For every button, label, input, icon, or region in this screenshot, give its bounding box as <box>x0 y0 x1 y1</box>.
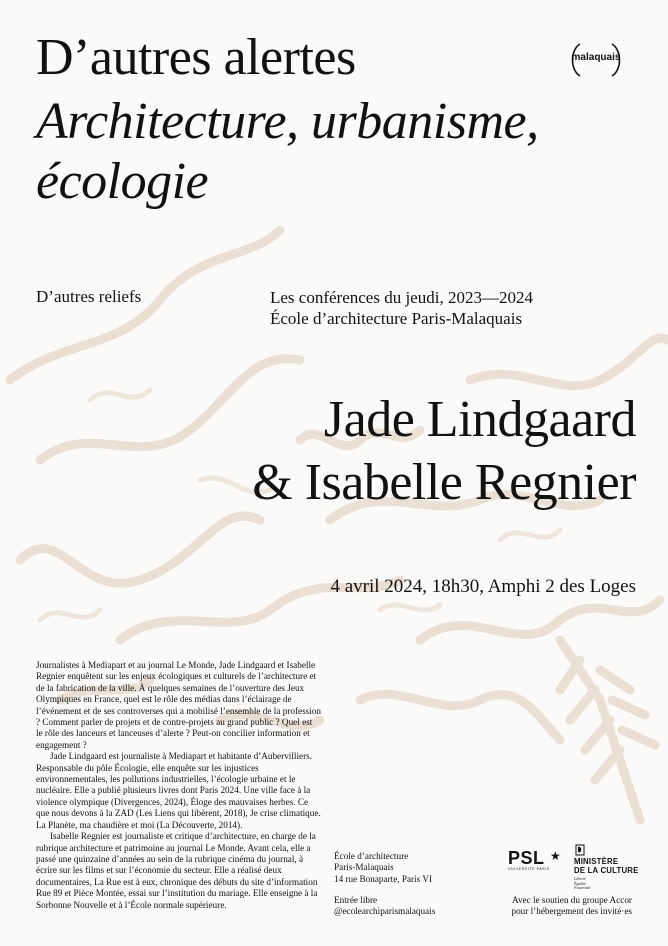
conference-school-line: École d’architecture Paris-Malaquais <box>270 309 523 328</box>
ministry-title-line2: DE LA CULTURE <box>574 865 639 875</box>
malaquais-logo-text: malaquais <box>571 52 621 63</box>
social-handle[interactable]: @ecolearchiparismalaquais <box>334 906 436 917</box>
school-campus: Paris-Malaquais <box>334 862 394 873</box>
bio-paragraph-lindgaard: Jade Lindgaard est journaliste à Mediapart et habitante d’Aubervilliers. Responsable du pôle Écologie, elle enquête sur les injustices environnementales, les pollutions industrielles, l’écologie urbaine et le nucléaire. Elle a publié plusieurs livres dont Paris 2024. Une ville face à la violence olympique (Divergences, 2024), Éloge des mauvaises herbes. Ce que nous devons à la ZAD (Les Liens qui libèrent, 2018), Je crise climatique. La Planète, ma chaudière et moi (La Découverte, 2014). <box>36 751 321 830</box>
marianne-icon <box>574 844 586 856</box>
ministry-motto <box>574 877 644 891</box>
ministry-logo <box>574 844 644 891</box>
psl-logo <box>508 848 572 878</box>
poster-subtitle: Architecture, urbanisme, écologie <box>36 93 539 210</box>
school-street: 14 rue Bonaparte, Paris VI <box>334 873 433 884</box>
speakers <box>0 388 636 514</box>
series-label: D’autres reliefs <box>36 287 142 306</box>
motto-egalite: Égalité <box>574 880 586 886</box>
speaker-1: Jade Lindgaard <box>323 391 636 448</box>
speaker-2: & Isabelle Regnier <box>252 454 636 511</box>
sponsor-note <box>0 895 632 918</box>
conference-info <box>270 287 533 329</box>
motto-fraternite: Fraternité <box>574 885 591 891</box>
psl-logo-subtext: UNIVERSITÉ PARIS <box>508 867 550 871</box>
school-name: École d’architecture <box>334 851 409 861</box>
bio-text <box>36 660 321 911</box>
event-date-location: 4 avril 2024, 18h30, Amphi 2 des Loges <box>330 576 636 597</box>
sponsor-line1: Avec le soutien du groupe Accor <box>512 895 632 905</box>
sponsor-line2: pour l’hébergement des invité·es <box>511 906 632 917</box>
malaquais-logo <box>566 40 626 80</box>
entry-free: Entrée libre <box>334 895 378 905</box>
conference-series-line: Les conférences du jeudi, 2023—2024 <box>270 288 533 307</box>
psl-logo-text: PSL <box>508 848 545 868</box>
star-icon: ★ <box>550 849 561 863</box>
motto-liberte: Liberté <box>574 876 586 881</box>
ministry-title-line1: MINISTÈRE <box>574 857 619 866</box>
school-address <box>334 851 432 885</box>
poster-title: D’autres alertes <box>36 29 356 86</box>
bio-paragraph-intro: Journalistes à Mediapart et au journal Le Monde, Jade Lindgaard et Isabelle Regnier enquêtent sur les enjeux écologiques et culturels de l’architecture et de la fabrication de la ville. À quelques semaines de l’ouverture des Jeux Olympiques en France, quel est le rôle des médias dans l’éclairage de l’événement et de ses controverses qui a mobilisé l’ensemble de la profession ? Comment parler de projets et de contre-projets au grand public ? Quel est le rôle des lanceurs et lanceuses d’alerte ? Peut-on concilier information et engagement ? <box>36 660 321 750</box>
bio-paragraph-regnier: Isabelle Regnier est journaliste et critique d’architecture, en charge de la rubrique architecture et patrimoine au journal Le Monde. Avant cela, elle a passé une quinzaine d’années au sein de la rubrique cinéma du journal, à écrire sur les films et sur l’économie du secteur. Elle a réalisé deux documentaires, La Rue est à eux, chronique des débuts du site d’information Rue 89 et Pièce Montée, essai sur l’institution du mariage. Elle enseigne à la Sorbonne Nouvelle et à l’École normale supérieure. <box>36 831 318 910</box>
